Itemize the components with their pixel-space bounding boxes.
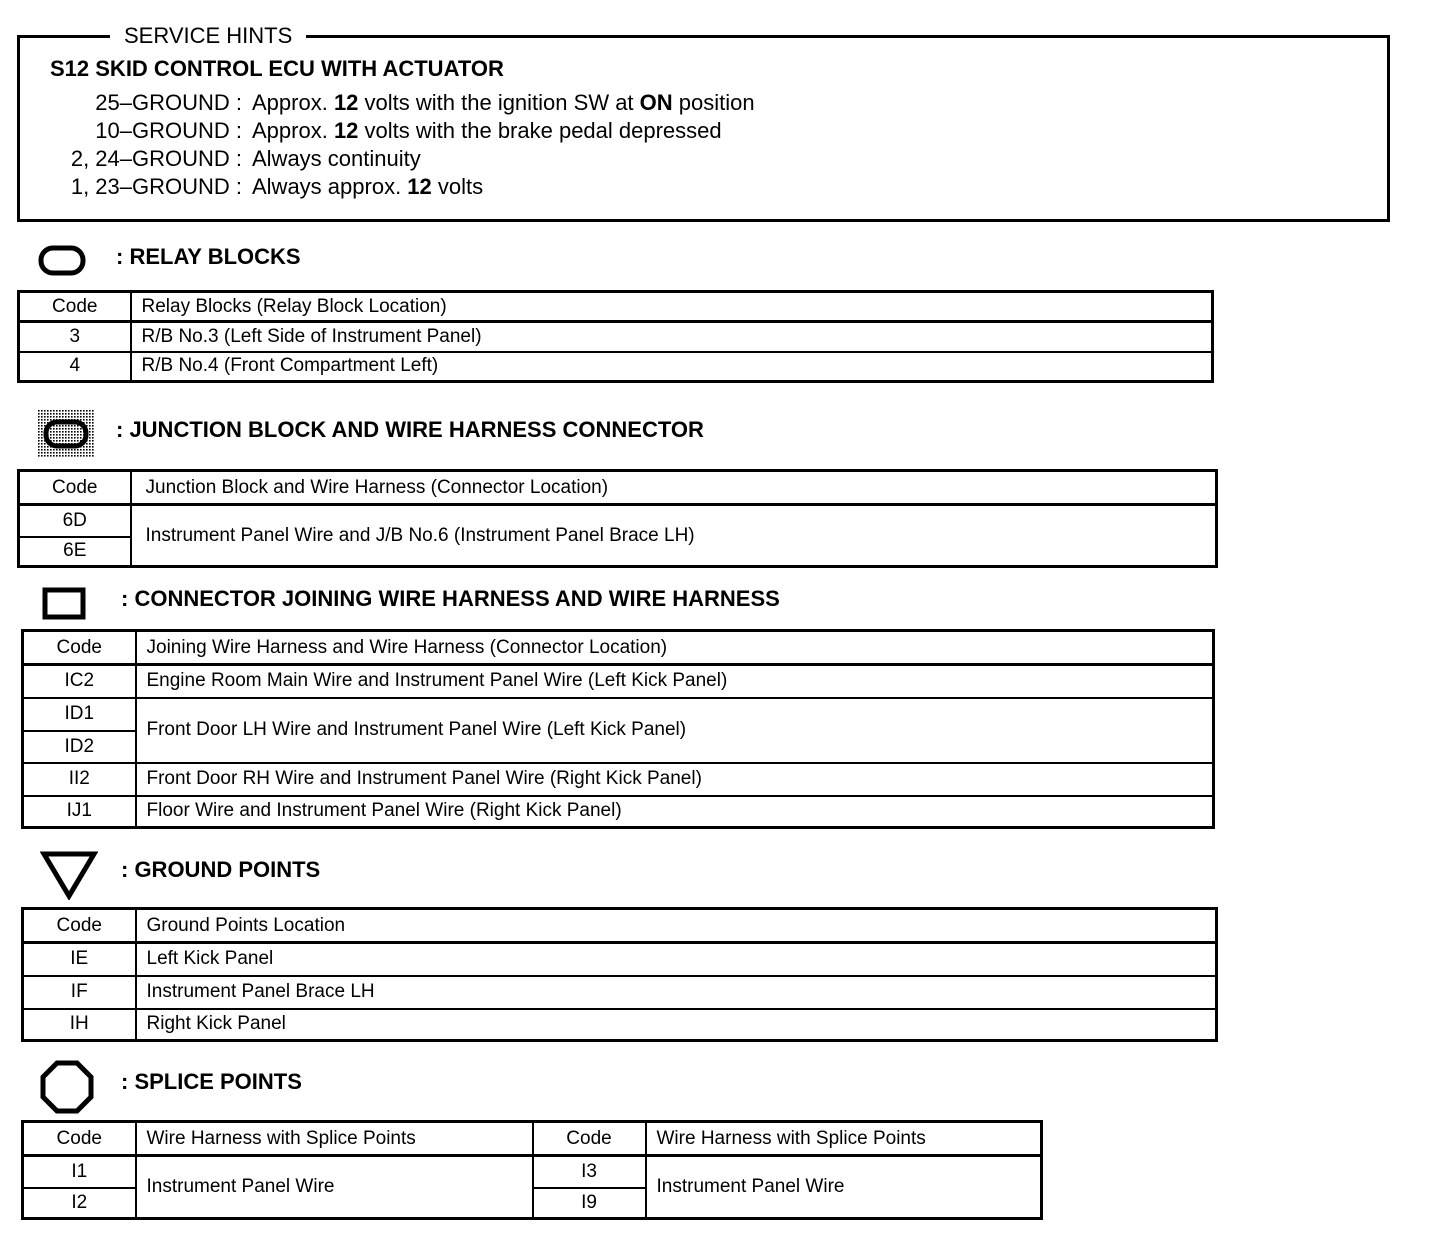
hint-label: 1, 23–GROUND : [70,174,242,199]
header-desc: Wire Harness with Splice Points [136,1122,533,1156]
service-hints-title: SERVICE HINTS [110,22,306,50]
table-row [23,665,1214,698]
desc-cell: Right Kick Panel [136,1009,1217,1041]
connectors-table [21,629,1215,829]
hint-text: Always approx. 12 volts [252,174,484,199]
hint-row [20,117,1320,145]
hint-label: 25–GROUND : [95,90,242,115]
table-row [23,796,1214,828]
table-header-row [19,292,1213,322]
hint-label: 2, 24–GROUND : [70,146,242,171]
header-code: Code [19,471,131,505]
header-code: Code [19,292,131,322]
splice-points-heading: : SPLICE POINTS [121,1069,302,1094]
splice-point-icon [40,1060,94,1114]
header-desc: Joining Wire Harness and Wire Harness (Connector Location) [136,631,1214,665]
desc-cell: Front Door LH Wire and Instrument Panel Wire (Left Kick Panel) [136,698,1214,763]
ground-points-table [21,907,1218,1042]
table-header-row [19,471,1217,505]
table-row [19,322,1213,352]
relay-blocks-table [17,290,1214,383]
desc-cell: Floor Wire and Instrument Panel Wire (Right Kick Panel) [136,796,1214,828]
relay-block-icon [38,244,86,276]
table-row [23,976,1217,1009]
header-code: Code [23,1122,136,1156]
table-header-row [23,1122,1042,1156]
code-cell: 6D [19,505,131,537]
code-cell: IF [23,976,136,1009]
table-row [23,1009,1217,1041]
code-cell: IE [23,943,136,976]
code-cell: I9 [533,1188,646,1219]
code-cell: II2 [23,763,136,796]
junction-blocks-table [17,469,1218,568]
service-hints-box [17,23,1390,222]
code-cell: 4 [19,352,131,382]
table-row [23,698,1214,731]
table-row [19,505,1217,537]
header-code: Code [23,631,136,665]
relay-blocks-heading: : RELAY BLOCKS [116,244,301,269]
code-cell: IH [23,1009,136,1041]
connectors-heading: : CONNECTOR JOINING WIRE HARNESS AND WIRE HARNESS [121,586,780,611]
code-cell: I2 [23,1188,136,1219]
code-cell: IJ1 [23,796,136,828]
code-cell: I1 [23,1156,136,1188]
ground-points-heading: : GROUND POINTS [121,857,321,882]
table-row [19,352,1213,382]
desc-cell: R/B No.3 (Left Side of Instrument Panel) [131,322,1213,352]
hint-text: Always continuity [252,146,421,171]
code-cell: I3 [533,1156,646,1188]
hint-row [20,145,1320,173]
code-cell: 6E [19,537,131,567]
hint-text: Approx. 12 volts with the ignition SW at ON position [252,90,755,115]
code-cell: ID1 [23,698,136,731]
desc-cell: Engine Room Main Wire and Instrument Panel Wire (Left Kick Panel) [136,665,1214,698]
header-desc: Ground Points Location [136,909,1217,943]
header-desc: Wire Harness with Splice Points [646,1122,1042,1156]
desc-cell: Instrument Panel Wire [646,1156,1042,1219]
table-row [23,1156,1042,1188]
desc-cell: Front Door RH Wire and Instrument Panel Wire (Right Kick Panel) [136,763,1214,796]
header-desc: Relay Blocks (Relay Block Location) [131,292,1213,322]
desc-cell: Instrument Panel Wire [136,1156,533,1219]
code-cell: IC2 [23,665,136,698]
hint-row [20,89,1320,117]
table-row [23,763,1214,796]
service-hints-heading: S12 SKID CONTROL ECU WITH ACTUATOR [50,56,504,81]
junction-blocks-heading: : JUNCTION BLOCK AND WIRE HARNESS CONNECTOR [116,417,704,442]
hint-label: 10–GROUND : [95,118,242,143]
header-desc: Junction Block and Wire Harness (Connector Location) [131,471,1217,505]
hint-row [20,173,1320,201]
connector-icon [42,587,86,621]
desc-cell: Instrument Panel Wire and J/B No.6 (Instrument Panel Brace LH) [131,505,1217,567]
code-cell: ID2 [23,731,136,763]
ground-point-icon [40,850,98,900]
desc-cell: R/B No.4 (Front Compartment Left) [131,352,1213,382]
desc-cell: Instrument Panel Brace LH [136,976,1217,1009]
code-cell: 3 [19,322,131,352]
table-header-row [23,631,1214,665]
desc-cell: Left Kick Panel [136,943,1217,976]
table-header-row [23,909,1217,943]
splice-points-table [21,1120,1043,1220]
table-row [23,943,1217,976]
header-code: Code [23,909,136,943]
header-code: Code [533,1122,646,1156]
hint-text: Approx. 12 volts with the brake pedal depressed [252,118,722,143]
junction-block-icon [38,410,94,458]
